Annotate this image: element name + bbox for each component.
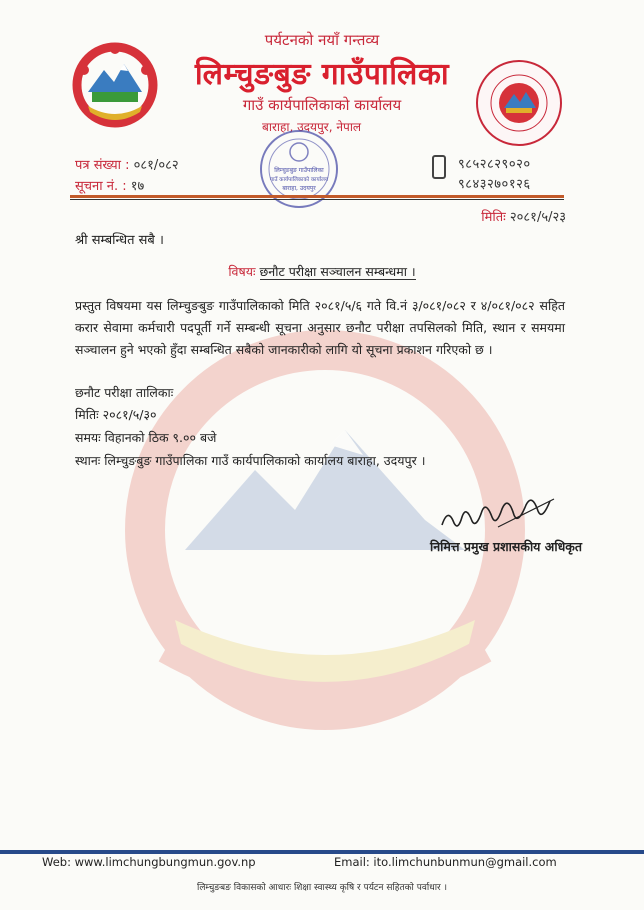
letter-number-label: पत्र संख्या : [75, 158, 130, 173]
stamp-line-1: लिम्चुङबुङ गाउँपालिका [274, 167, 324, 174]
org-name: लिम्चुङबुङ गाउँपालिका [194, 57, 450, 92]
stamp-line-2: गाउँ कार्यपालिकाको कार्यालय [269, 177, 329, 183]
footer-divider [0, 850, 644, 854]
schedule-place: स्थानः लिम्चुङबुङ गाउँपालिका गाउँ कार्यपालिकाको कार्यालय बाराहा, उदयपुर । [75, 453, 426, 468]
date-label: मितिः [481, 210, 506, 225]
subject-line [0, 263, 644, 280]
notice-number-row [75, 176, 144, 194]
mobile-phone-icon [432, 155, 446, 179]
org-tagline: पर्यटनको नयाँ गन्तव्य [264, 31, 380, 49]
notice-number-label: सूचना नं. : [75, 179, 127, 194]
phone-number-2: ९८४३२७०१२६ [458, 177, 531, 192]
website-link[interactable]: Web: www.limchungbungmun.gov.np [42, 855, 256, 869]
header-divider [70, 195, 564, 198]
letter-number-row [75, 155, 179, 173]
footer-note: लिम्चुङबङ विकासको आधारः शिक्षा स्वास्थ्य कृषि र पर्यटन सहितको पर्वाधार । [196, 883, 448, 893]
header-divider-thin [70, 199, 564, 200]
salutation: श्री सम्बन्धित सबै । [75, 233, 164, 248]
office-name: गाउँ कार्यपालिकाको कार्यालय [242, 96, 402, 114]
stamp-line-3: बाराहा, उदयपुर [282, 185, 316, 192]
org-address: बाराहा, उदयपुर, नेपाल [262, 120, 362, 134]
subject-text: छनौट परीक्षा सञ्चालन सम्बन्धमा । [259, 264, 416, 279]
schedule-time: समयः विहानको ठिक ९.०० बजे [75, 430, 217, 445]
email-link[interactable]: Email: ito.limchunbunmun@gmail.com [334, 855, 557, 869]
date-value: २०८१/५/२३ [509, 210, 566, 225]
letter-date [481, 207, 566, 225]
phone-number-1: ९८५२८२९०२० [458, 157, 531, 172]
notice-number: १७ [130, 179, 145, 194]
subject-label: विषयः [228, 264, 256, 279]
signer-title: निमित्त प्रमुख प्रशासकीय अधिकृत [430, 539, 582, 554]
signature [438, 487, 558, 537]
letter-body: प्रस्तुत विषयमा यस लिम्चुङबुङ गाउँपालिकाको मिति २०८१/५/६ गते वि.नं ३/०८१/०८२ र ४/०८१/०८२ सहित करार सेवामा कर्मचारी पदपूर्ती गर्ने सम्बन्धी सूचना अनुसार छनौट परीक्षा तपसिलको मिति, स्थान र समयमा सञ्चालन हुने भएको हुँदा सम्बन्धित सबैको जानकारीको लागि यो सूचना प्रकाशन गरिएको छ । [75, 298, 565, 357]
letter-number: ०८१/०८२ [133, 158, 179, 173]
schedule-date: मितिः २०८१/५/३० [75, 407, 157, 422]
schedule-title: छनौट परीक्षा तालिकाः [75, 385, 174, 400]
